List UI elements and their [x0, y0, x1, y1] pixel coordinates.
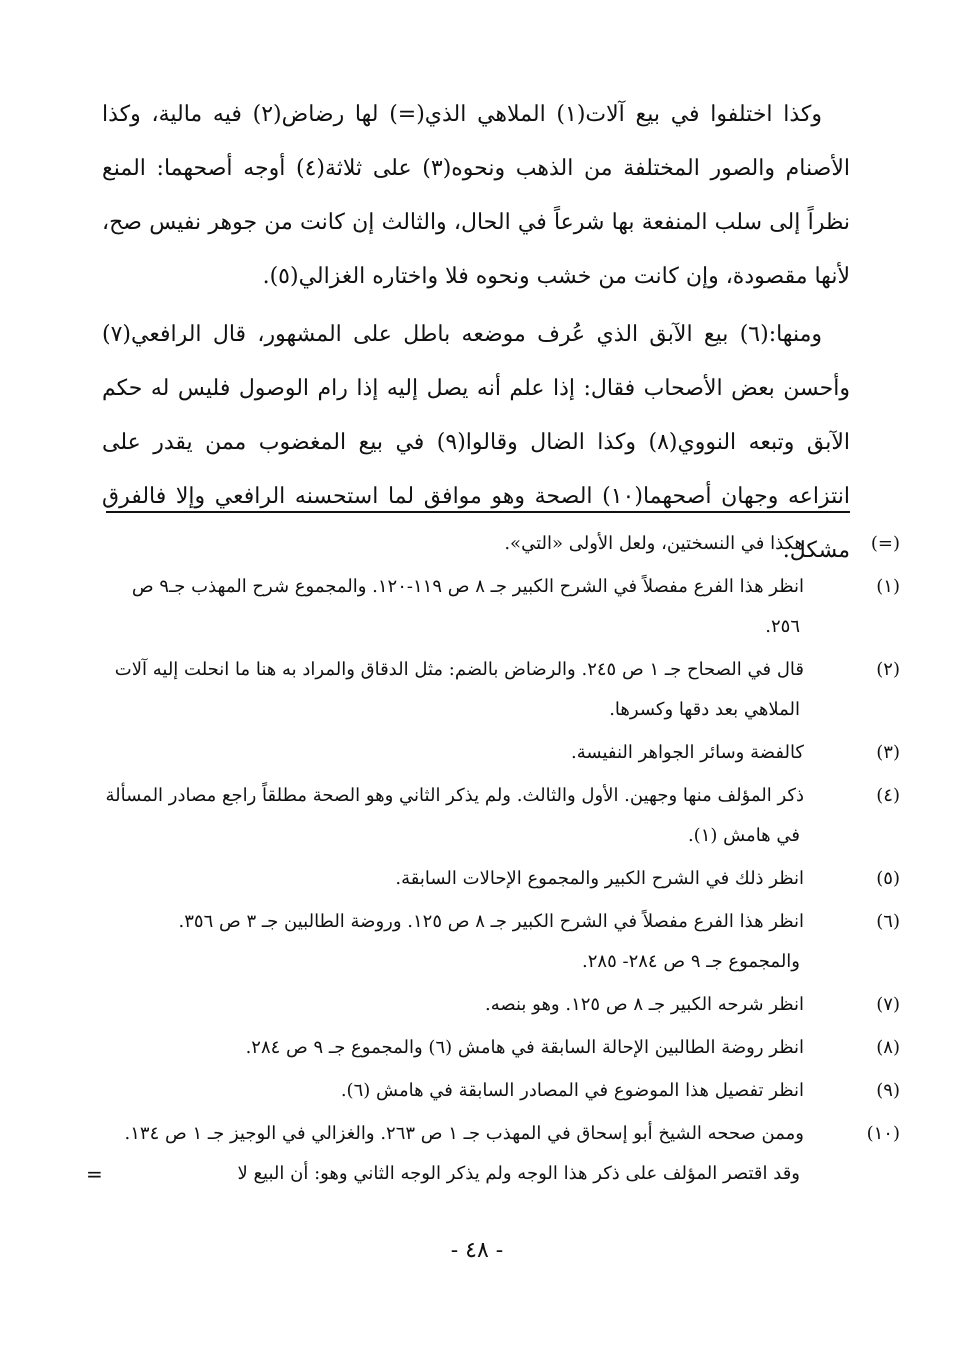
footnote-number: (١)	[876, 576, 900, 597]
footnote-text: انظر شرحه الكبير جـ ٨ ص ١٢٥. وهو بنصه.	[485, 994, 804, 1015]
paragraph-2: ومنها:(٦) بيع الآبق الذي عُرف موضعه باطل على المشهور، قال الرافعي(٧) وأحسن بعض الأصحاب فقال: إذا علم أنه يصل إليه إذا رام الوصول فليس له حكم الآبق وتبعه النووي(٨) وكذا الضال وقالوا(٩) في بيع المغضوب ممن يقدر على انتزاعه وجهان أصحهما(١٠) الصحة وهو موافق لما استحسنه الرافعي وإلا فالفرق مشكل.	[102, 322, 851, 563]
footnote-4	[102, 776, 900, 856]
footnote-number: (٢)	[876, 659, 900, 680]
footnote-1	[102, 567, 900, 647]
footnotes	[102, 524, 900, 1197]
footnote-number: (٤)	[876, 785, 900, 806]
footnote-number: (٨)	[876, 1037, 900, 1058]
footnote-5	[102, 859, 900, 899]
footnote-number: (=)	[870, 533, 900, 554]
footnote-number: (١٠)	[866, 1123, 900, 1144]
footnote-text: انظر روضة الطالبين الإحالة السابقة في هامش (٦) والمجموع جـ ٩ ص ٢٨٤.	[245, 1037, 804, 1058]
footnote-10	[102, 1114, 900, 1194]
footnote-number: (٣)	[876, 742, 900, 763]
footnote-separator	[106, 511, 850, 513]
footnote-9	[102, 1071, 900, 1111]
footnote-eq	[102, 524, 900, 564]
footnote-text: انظر هذا الفرع مفصلاً في الشرح الكبير جـ ٨ ص ١١٩-١٢٠. والمجموع شرح المهذب جـ٩ ص ٢٥٦.	[131, 576, 804, 637]
footnote-8	[102, 1028, 900, 1068]
footnote-text: انظر ذلك في الشرح الكبير والمجموع الإحالات السابقة.	[395, 868, 804, 889]
footnote-text: وممن صححه الشيخ أبو إسحاق في المهذب جـ ١ ص ٢٦٣. والغزالي في الوجيز جـ ١ ص ١٣٤. وقد اقتصر المؤلف على ذكر هذا الوجه ولم يذكر الوجه الثاني وهو: أن البيع لا	[124, 1123, 804, 1184]
footnote-3	[102, 733, 900, 773]
footnote-text: انظر تفصيل هذا الموضوع في المصادر السابقة في هامش (٦).	[340, 1080, 804, 1101]
footnote-number: (٦)	[876, 911, 900, 932]
footnote-text: كالفضة وسائر الجواهر النفيسة.	[571, 742, 804, 763]
footnote-text: انظر هذا الفرع مفصلاً في الشرح الكبير جـ ٨ ص ١٢٥. وروضة الطالبين جـ ٣ ص ٣٥٦. والمجموع جـ ٩ ص ٢٨٤- ٢٨٥.	[178, 911, 804, 972]
footnote-number: (٩)	[876, 1080, 900, 1101]
page-number: - ٤٨ -	[450, 1238, 504, 1263]
footnote-number: (٥)	[876, 868, 900, 889]
footnote-number: (٧)	[876, 994, 900, 1015]
main-text	[102, 88, 900, 578]
footnote-text: ذكر المؤلف منها وجهين. الأول والثالث. ولم يذكر الثاني وهو الصحة مطلقاً راجع مصادر المسألة في هامش (١).	[105, 785, 804, 846]
continuation-mark: =	[86, 1162, 103, 1186]
footnote-6	[102, 902, 900, 982]
footnote-text: هكذا في النسختين، ولعل الأولى «التي».	[504, 533, 804, 554]
footnote-7	[102, 985, 900, 1025]
footnote-text: قال في الصحاح جـ ١ ص ٢٤٥. والرضاض بالضم: مثل الدقاق والمراد به هنا ما انحلت إليه آلات الملاهي بعد دقها وكسرها.	[114, 659, 804, 720]
footnote-2	[102, 650, 900, 730]
paragraph-1: وكذا اختلفوا في بيع آلات(١) الملاهي الذي(=) لها رضاض(٢) فيه مالية، وكذا الأصنام والصور المختلفة من الذهب ونحوه(٣) على ثلاثة(٤) أوجه أصحهما: المنع نظراً إلى سلب المنفعة بها شرعاً في الحال، والثالث إن كانت من جوهر نفيس صح، لأنها مقصودة، وإن كانت من خشب ونحوه فلا واختاره الغزالي(٥).	[102, 102, 850, 289]
